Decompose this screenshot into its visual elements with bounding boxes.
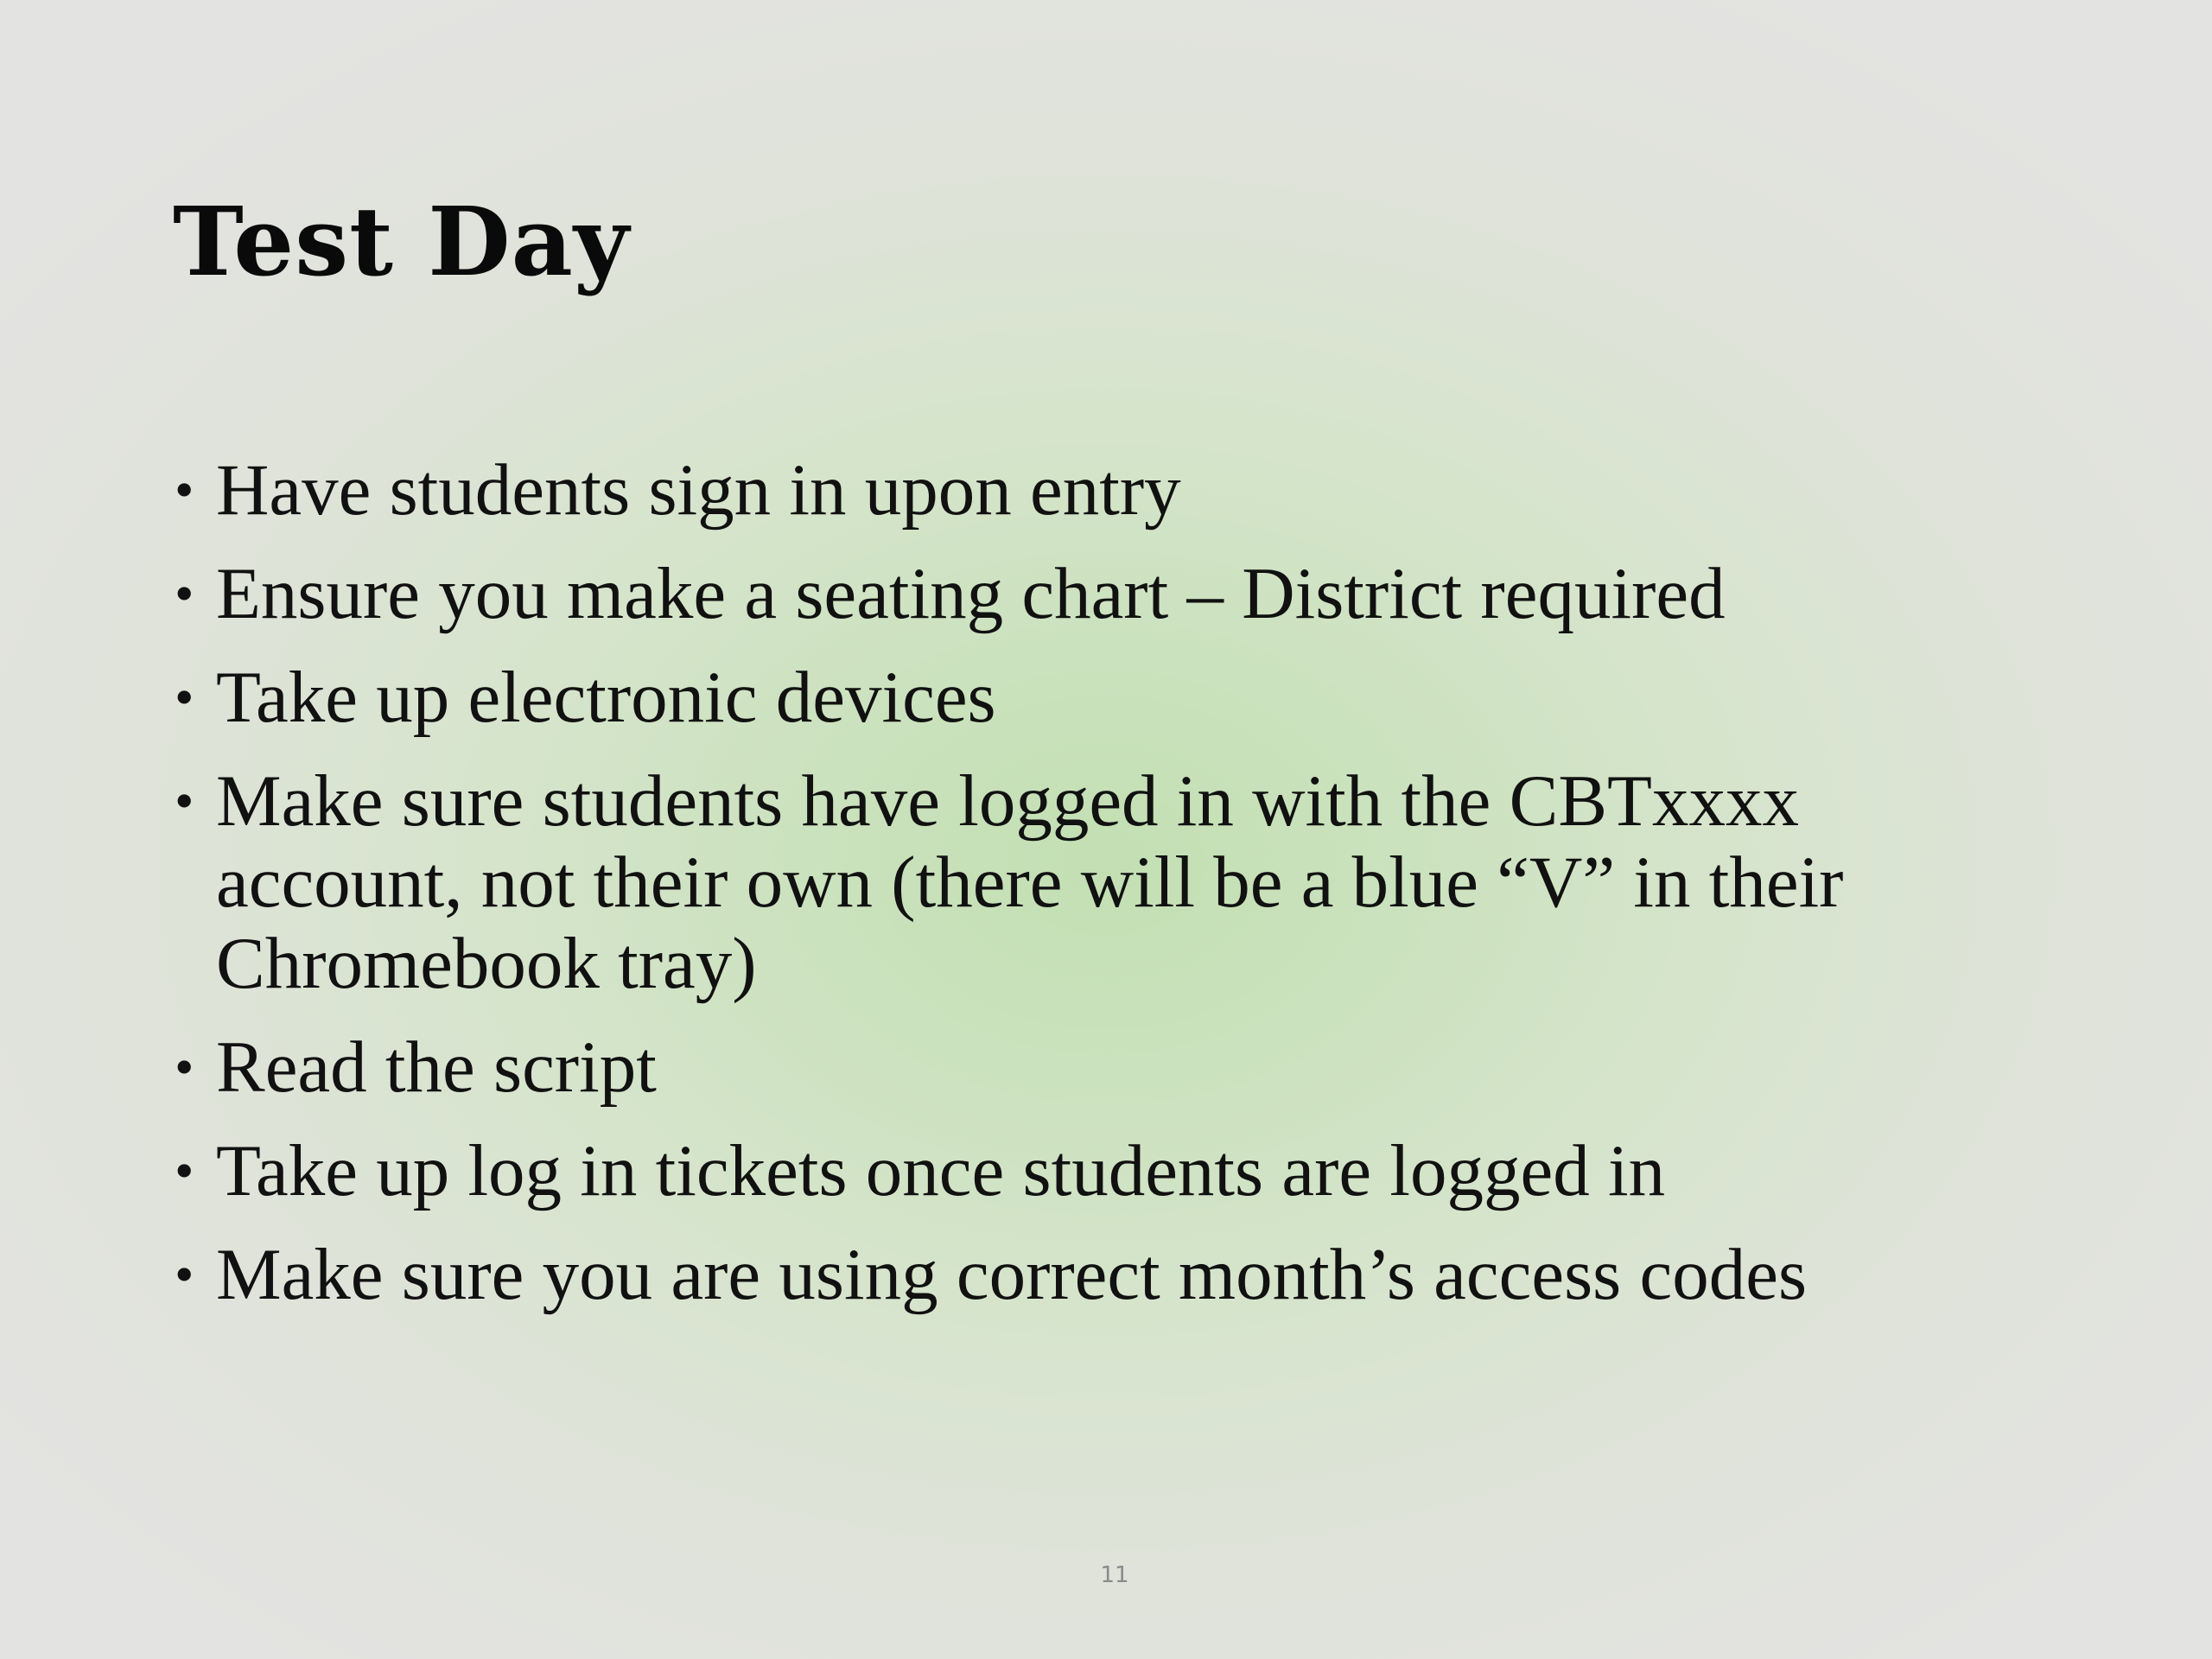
bullet-list: [173, 449, 2056, 1338]
bullet-text: Take up electronic devices: [216, 657, 996, 738]
slide-title: Test Day: [173, 186, 630, 297]
bullet-item: [173, 449, 2056, 531]
bullet-text: Ensure you make a seating chart – District required: [216, 553, 1726, 634]
bullet-icon: •: [175, 666, 194, 728]
bullet-item: [173, 1130, 2056, 1211]
bullet-icon: •: [175, 1036, 194, 1097]
bullet-text: Make sure students have logged in with the CBTxxxx account, not their own (there will be a blue “V” in their Chromebook tray): [216, 760, 1844, 1004]
bullet-icon: •: [175, 459, 194, 520]
bullet-icon: •: [175, 1140, 194, 1201]
bullet-item: [173, 1234, 2056, 1315]
bullet-item: [173, 760, 2056, 1004]
bullet-text: Make sure you are using correct month’s access codes: [216, 1234, 1808, 1315]
bullet-text: Read the script: [216, 1027, 657, 1108]
bullet-icon: •: [175, 1243, 194, 1305]
page-number: 11: [1100, 1562, 1129, 1588]
bullet-icon: •: [175, 770, 194, 831]
bullet-text: Take up log in tickets once students are logged in: [216, 1130, 1666, 1211]
bullet-icon: •: [175, 563, 194, 624]
bullet-text: Have students sign in upon entry: [216, 449, 1181, 531]
bullet-item: [173, 657, 2056, 738]
bullet-item: [173, 1027, 2056, 1108]
bullet-item: [173, 553, 2056, 634]
